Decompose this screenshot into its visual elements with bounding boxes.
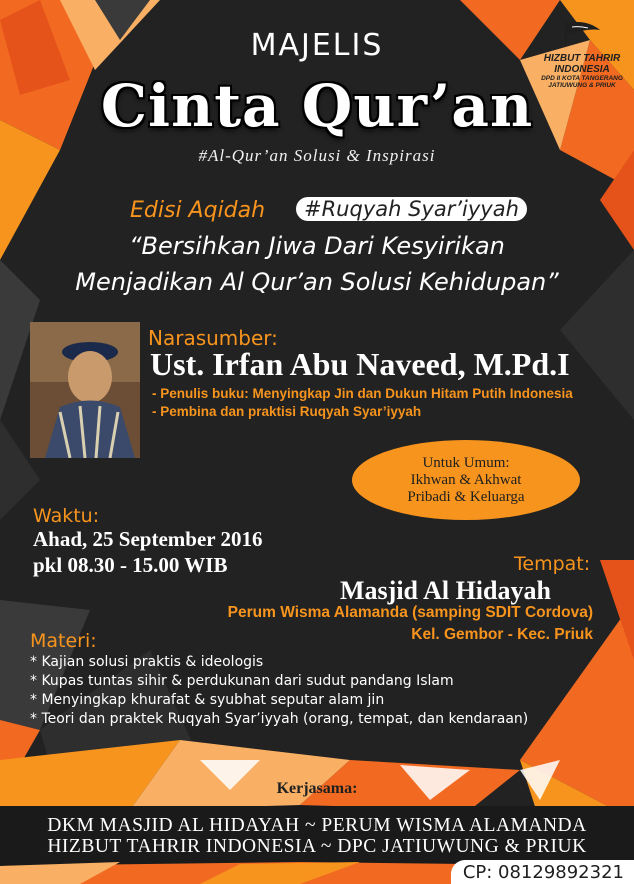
audience-badge [352,440,580,520]
event-tagline: #Al-Qur’an Solusi & Inspirasi [198,146,436,165]
organizer-name-line: HIZBUT TAHRIR [543,53,621,64]
theme-quote-line2: Menjadikan Al Qur’an Solusi Kehidupan” [75,268,559,296]
partners-line2: HIZBUT TAHRIR INDONESIA ~ DPC JATIUWUNG & PRIUK [47,836,587,857]
audience-line2: Ikhwan & Akhwat [410,471,522,488]
materi-item: * Kupas tuntas sihir & perdukunan dari sudut pandang Islam [30,673,454,689]
event-title: Cinta Qur’an [100,72,534,140]
event-pretitle: MAJELIS [250,28,384,63]
edition-label: Edisi Aqidah [130,198,266,223]
materi-item: * Kajian solusi praktis & ideologis [30,654,264,670]
speaker-label: Narasumber: [148,326,278,350]
organizer-region-line: DPD II KOTA TANGERANG [541,75,623,82]
audience-line1: Untuk Umum: [422,454,510,471]
materi-label: Materi: [30,630,97,652]
venue-name: Masjid Al Hidayah [340,576,551,605]
theme-quote-line1: “Bersihkan Jiwa Dari Kesyirikan [129,232,505,260]
event-date: Ahad, 25 September 2016 [33,527,263,551]
contact-person: CP: 08129892321 [451,860,634,884]
venue-address-2: Kel. Gembor - Kec. Priuk [411,626,593,643]
materi-item: * Menyingkap khurafat & syubhat seputar alam jin [30,692,385,708]
edition-hashtag: #Ruqyah Syar’iyyah [296,197,527,221]
speaker-description-1: - Penulis buku: Menyingkap Jin dan Dukun Hitam Putih Indonesia [152,386,573,401]
materi-item: * Teori dan praktek Ruqyah Syar’iyyah (orang, tempat, dan kendaraan) [30,711,529,727]
organizer-country-line: INDONESIA [554,64,610,75]
partners-label: Kerjasama: [276,780,358,797]
venue-address-1: Perum Wisma Alamanda (samping SDIT Cordova) [227,604,593,621]
speaker-name: Ust. Irfan Abu Naveed, M.Pd.I [150,346,570,382]
organizer-branch-line: JATIUWUNG & PRIUK [548,82,616,89]
venue-label: Tempat: [514,553,591,575]
time-label: Waktu: [33,505,100,527]
event-hours: pkl 08.30 - 15.00 WIB [33,553,228,577]
speaker-photo [30,322,140,458]
speaker-description-2: - Pembina dan praktisi Ruqyah Syar’iyyah [152,404,422,419]
audience-line3: Pribadi & Keluarga [407,488,525,505]
partners-line1: DKM MASJID AL HIDAYAH ~ PERUM WISMA ALAMANDA [47,815,587,836]
